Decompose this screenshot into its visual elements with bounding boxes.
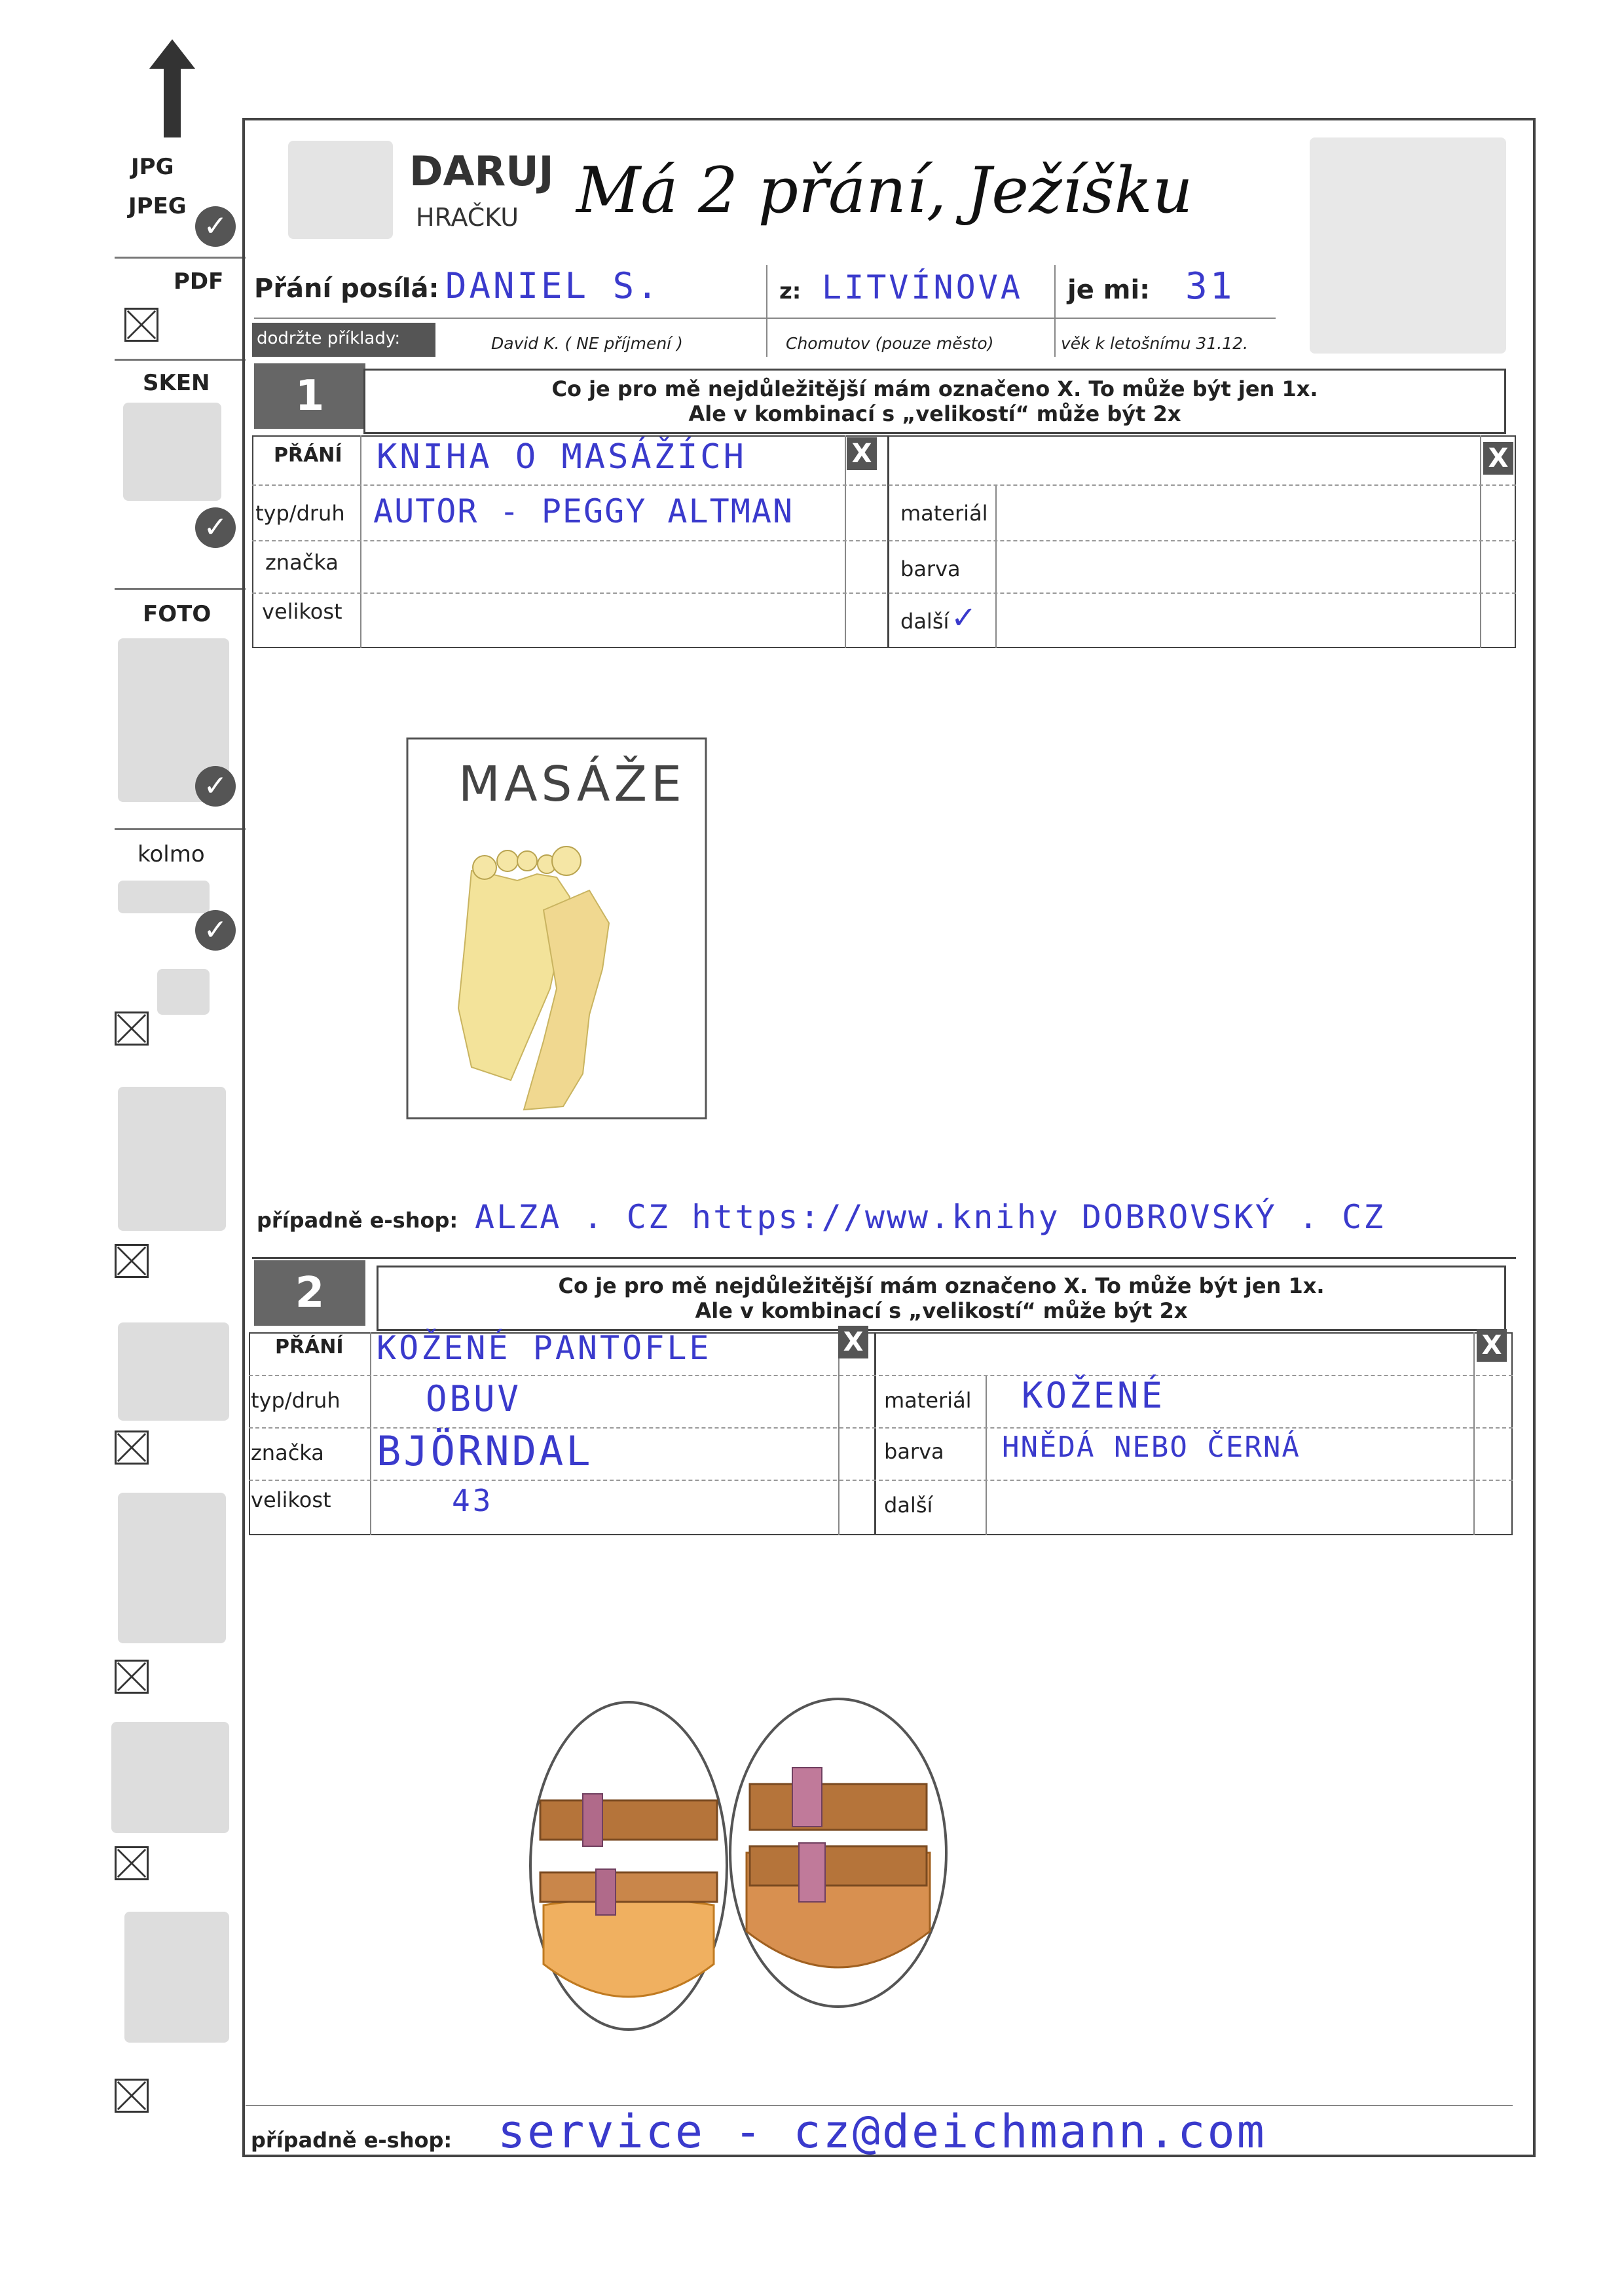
pdf-unchecked-box-icon bbox=[124, 308, 158, 342]
from-value: LITVÍNOVA bbox=[822, 268, 1023, 306]
phone-hand-icon bbox=[118, 1493, 226, 1643]
wish2-brand-label: značka bbox=[251, 1440, 324, 1465]
unchecked-box-icon bbox=[115, 1660, 149, 1694]
examples-label: dodržte příklady: bbox=[257, 329, 401, 348]
sender-value: DANIEL S. bbox=[445, 265, 661, 306]
christmas-tree-child-icon bbox=[1310, 137, 1506, 354]
table-divider bbox=[887, 435, 889, 648]
wish1-priority-x-mark: X bbox=[847, 437, 877, 470]
table-divider bbox=[1473, 1332, 1475, 1535]
table-divider bbox=[370, 1332, 371, 1535]
side-label-foto: FOTO bbox=[143, 601, 212, 627]
logo-snowman-icon bbox=[288, 141, 393, 239]
table-row-line bbox=[252, 592, 1516, 594]
wish2-priority-x-mark: X bbox=[838, 1326, 868, 1358]
wish2-eshop-value: service - cz@deichmann.com bbox=[498, 2105, 1266, 2159]
wish2-instruction bbox=[377, 1273, 1506, 1323]
side-label-kolmo: kolmo bbox=[138, 841, 205, 867]
wish1-drawing-text: MASÁŽE bbox=[458, 756, 686, 812]
wish1-number: 1 bbox=[254, 363, 365, 429]
side-label-sken: SKEN bbox=[143, 370, 210, 396]
table-row-line bbox=[249, 1480, 1513, 1481]
table-divider bbox=[360, 435, 361, 648]
wish2-color-label: barva bbox=[884, 1439, 944, 1464]
section-divider bbox=[246, 2105, 1513, 2106]
side-divider bbox=[115, 588, 246, 590]
wish1-brand-label: značka bbox=[265, 550, 339, 575]
phone-hand-icon bbox=[118, 1087, 226, 1231]
wish2-type-value: OBUV bbox=[426, 1378, 522, 1419]
sender-label: Přání posílá: bbox=[254, 274, 439, 304]
from-label: z: bbox=[779, 278, 802, 304]
wish2-size-value: 43 bbox=[452, 1483, 494, 1518]
side-divider bbox=[115, 359, 246, 361]
kolmo-check-icon: ✓ bbox=[195, 910, 236, 951]
foto-check-icon: ✓ bbox=[195, 766, 236, 807]
jpg-check-icon: ✓ bbox=[195, 206, 236, 247]
sken-check-icon: ✓ bbox=[195, 507, 236, 548]
wish2-eshop-label: případně e-shop: bbox=[251, 2128, 452, 2153]
wish1-priority-x-mark: X bbox=[1483, 442, 1513, 475]
wish1-instruction-line2: Ale v kombinací s „velikostí“ může být 2x bbox=[688, 401, 1181, 426]
wish1-size-label: velikost bbox=[262, 599, 342, 624]
wish1-instruction bbox=[363, 376, 1506, 426]
wish2-instruction-line1: Co je pro mě nejdůležitější mám označeno X. To může být jen 1x. bbox=[558, 1273, 1325, 1298]
lamp-icon bbox=[157, 969, 210, 1015]
wish1-type-value: AUTOR - PEGGY ALTMAN bbox=[373, 492, 794, 530]
example-age: věk k letošnímu 31.12. bbox=[1061, 334, 1248, 353]
table-divider bbox=[845, 435, 846, 648]
unchecked-box-icon bbox=[115, 2079, 149, 2113]
wish2-type-label: typ/druh bbox=[251, 1388, 341, 1413]
wish2-wish-value: KOŽENÉ PANTOFLE bbox=[377, 1329, 712, 1367]
wish2-brand-value: BJÖRNDAL bbox=[377, 1427, 593, 1475]
header-divider bbox=[766, 265, 767, 357]
side-label-pdf: PDF bbox=[174, 268, 224, 295]
table-divider bbox=[986, 1375, 987, 1535]
table-row-line bbox=[249, 1375, 1513, 1376]
header-underline bbox=[254, 318, 1276, 319]
wish1-type-label: typ/druh bbox=[255, 501, 345, 526]
unchecked-box-icon bbox=[115, 1846, 149, 1880]
up-arrow-icon bbox=[149, 39, 195, 137]
table-divider bbox=[838, 1332, 840, 1535]
wish2-other-label: další bbox=[884, 1493, 933, 1518]
table-divider bbox=[1480, 435, 1481, 648]
wish1-wish-label: PŘÁNÍ bbox=[274, 444, 342, 467]
wish2-material-label: materiál bbox=[884, 1388, 972, 1413]
side-divider bbox=[115, 828, 246, 830]
wish2-material-value: KOŽENÉ bbox=[1022, 1375, 1166, 1416]
example-city: Chomutov (pouze město) bbox=[786, 334, 994, 353]
wish1-color-label: barva bbox=[900, 556, 961, 581]
wish2-number: 2 bbox=[254, 1260, 365, 1326]
scanner-icon bbox=[123, 403, 221, 501]
side-divider bbox=[115, 257, 246, 259]
page-title: Má 2 přání, Ježíšku bbox=[576, 154, 1193, 227]
wish1-eshop-label: případně e-shop: bbox=[257, 1208, 458, 1233]
wish1-other-value: ✓ bbox=[953, 596, 977, 637]
wish2-instruction-line2: Ale v kombinací s „velikostí“ může být 2x bbox=[695, 1298, 1188, 1323]
lamp-unchecked-box-icon bbox=[115, 1011, 149, 1046]
phone-hand-icon bbox=[118, 1322, 229, 1421]
side-label-jpg: JPG bbox=[131, 154, 174, 180]
unchecked-box-icon bbox=[115, 1430, 149, 1465]
wish1-material-label: materiál bbox=[900, 501, 988, 526]
example-name: David K. ( NE příjmení ) bbox=[491, 334, 683, 353]
side-label-jpeg: JPEG bbox=[128, 193, 187, 219]
age-label: je mi: bbox=[1067, 275, 1151, 305]
table-row-line bbox=[252, 484, 1516, 486]
logo-line1: DARUJ bbox=[409, 147, 554, 195]
table-divider bbox=[995, 484, 997, 648]
logo-line2: HRAČKU bbox=[416, 203, 519, 232]
wish2-size-label: velikost bbox=[251, 1487, 331, 1512]
wish1-instruction-line1: Co je pro mě nejdůležitější mám označeno X. To může být jen 1x. bbox=[551, 376, 1318, 401]
wish1-wish-value: KNIHA O MASÁŽÍCH bbox=[377, 437, 747, 477]
unchecked-box-icon bbox=[115, 1244, 149, 1278]
wish2-color-value: HNĚDÁ NEBO ČERNÁ bbox=[1002, 1430, 1301, 1464]
table-row-line bbox=[252, 540, 1516, 541]
wish1-eshop-value: ALZA . CZ https://www.knihy DOBROVSKÝ . CZ bbox=[475, 1198, 1386, 1236]
table-divider bbox=[874, 1332, 876, 1535]
section-divider bbox=[252, 1257, 1516, 1259]
wish1-other-label: další bbox=[900, 609, 950, 634]
perpendicular-icon bbox=[118, 881, 210, 913]
age-value: 31 bbox=[1185, 265, 1235, 308]
wish2-slippers-drawing bbox=[524, 1683, 976, 2036]
wish2-wish-label: PŘÁNÍ bbox=[275, 1336, 344, 1358]
wish2-priority-x-mark: X bbox=[1477, 1329, 1507, 1362]
phone-hand-icon bbox=[124, 1912, 229, 2043]
header-divider bbox=[1054, 265, 1056, 357]
phone-hand-icon bbox=[111, 1722, 229, 1833]
